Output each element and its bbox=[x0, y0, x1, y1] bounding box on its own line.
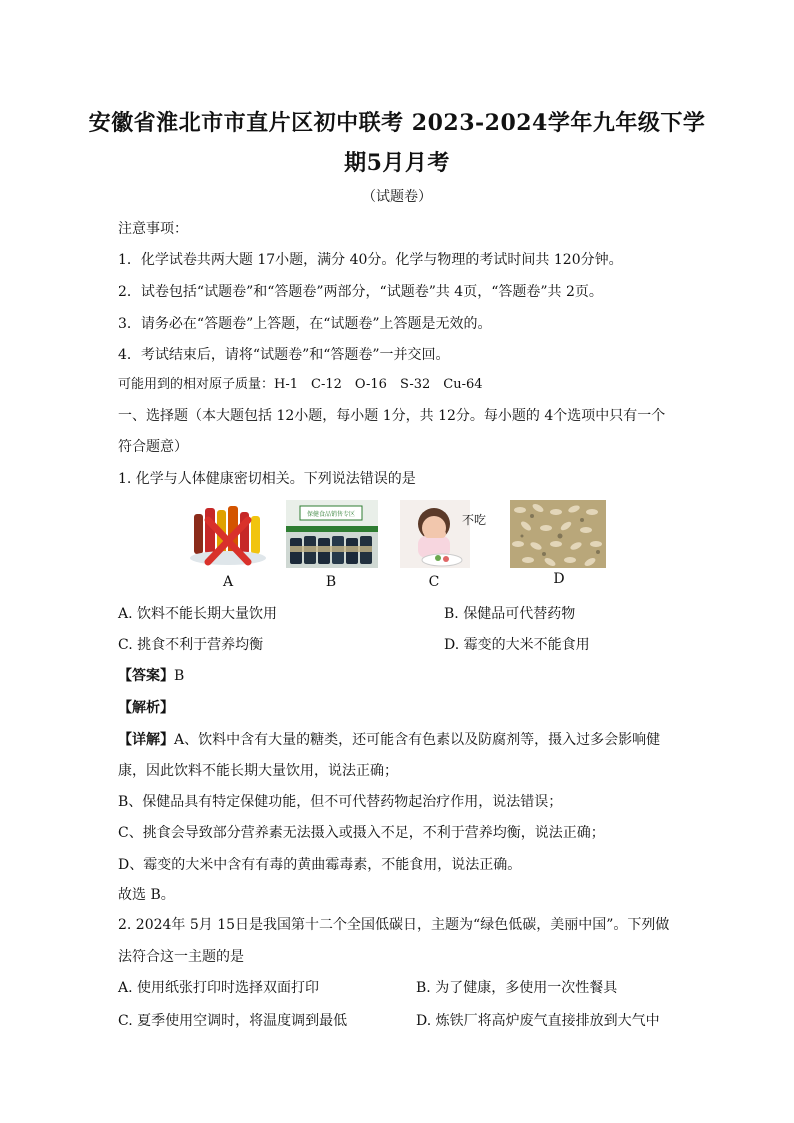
image-label-c: C bbox=[428, 574, 440, 590]
health-products-image bbox=[286, 500, 378, 568]
detail-line-6: 故选 B。 bbox=[118, 887, 175, 903]
detail-line-1 bbox=[118, 729, 678, 749]
q1-option-d: D. 霉变的大米不能食用 bbox=[444, 637, 590, 653]
q1-option-b: B. 保健品可代替药物 bbox=[444, 606, 576, 622]
q1-answer bbox=[118, 665, 678, 685]
section-1-heading: 一、选择题（本大题包括 12小题，每小题 1分，共 12分。每小题的 4个选项中只有一个 bbox=[118, 408, 666, 424]
detail-line-5: D、霉变的大米中含有有毒的黄曲霉毒素，不能食用，说法正确。 bbox=[118, 857, 522, 873]
note-item-2: 2．试卷包括“试题卷”和“答题卷”两部分，“试题卷”共 4页，“答题卷”共 2页。 bbox=[118, 284, 603, 300]
image-label-b: B bbox=[325, 574, 337, 590]
notes-heading: 注意事项： bbox=[118, 221, 188, 237]
section-1-heading-cont: 符合题意） bbox=[118, 439, 188, 455]
detail-line-2: 康，因此饮料不能长期大量饮用，说法正确； bbox=[118, 763, 398, 779]
image-label-d: D bbox=[553, 571, 565, 587]
health-shelf-sign: 保健食品销售专区 bbox=[306, 511, 356, 518]
image-c-caption: 不吃 bbox=[462, 513, 487, 527]
q1-option-c: C. 挑食不利于营养均衡 bbox=[118, 637, 264, 653]
q1-option-a: A. 饮料不能长期大量饮用 bbox=[118, 606, 278, 622]
exam-subtitle: （试题卷） bbox=[362, 189, 432, 205]
exam-title-line-2: 期5月月考 bbox=[344, 150, 450, 176]
image-label-a: A bbox=[222, 574, 234, 590]
analysis-label: 【解析】 bbox=[118, 700, 174, 716]
note-item-3: 3．请务必在“答题卷”上答题，在“试题卷”上答题是无效的。 bbox=[118, 316, 492, 332]
detail-label: 【详解】 bbox=[118, 732, 174, 748]
picky-eater-image bbox=[400, 500, 470, 568]
question-2-stem: 2. 2024年 5月 15日是我国第十二个全国低碳日，主题为“绿色低碳，美丽中国”。下列做 bbox=[118, 917, 670, 933]
question-1-stem: 1. 化学与人体健康密切相关。下列说法错误的是 bbox=[118, 471, 416, 487]
question-2-stem-cont: 法符合这一主题的是 bbox=[118, 949, 244, 965]
detail-line-3: B、保健品具有特定保健功能，但不可代替药物起治疗作用，说法错误； bbox=[118, 794, 563, 810]
atomic-masses: 可能用到的相对原子质量：H-1 C-12 O-16 S-32 Cu-64 bbox=[118, 377, 483, 392]
q2-option-b: B. 为了健康，多使用一次性餐具 bbox=[416, 980, 618, 996]
drinks-image bbox=[186, 500, 270, 568]
moldy-rice-image bbox=[510, 500, 606, 568]
detail-line-4: C、挑食会导致部分营养素无法摄入或摄入不足，不利于营养均衡，说法正确； bbox=[118, 825, 605, 841]
note-item-4: 4．考试结束后，请将“试题卷”和“答题卷”一并交回。 bbox=[118, 347, 450, 363]
q2-option-d: D. 炼铁厂将高炉废气直接排放到大气中 bbox=[416, 1013, 660, 1029]
detail-text-1: A、饮料中含有大量的糖类，还可能含有色素以及防腐剂等，摄入过多会影响健 bbox=[174, 732, 661, 748]
answer-label: 【答案】 bbox=[118, 668, 174, 684]
exam-title-line-1: 安徽省淮北市市直片区初中联考 2023-2024学年九年级下学 bbox=[88, 110, 706, 136]
q2-option-a: A. 使用纸张打印时选择双面打印 bbox=[118, 980, 320, 996]
note-item-1: 1．化学试卷共两大题 17小题，满分 40分。化学与物理的考试时间共 120分钟。 bbox=[118, 252, 623, 268]
answer-value: B bbox=[174, 668, 185, 684]
q2-option-c: C. 夏季使用空调时，将温度调到最低 bbox=[118, 1013, 348, 1029]
